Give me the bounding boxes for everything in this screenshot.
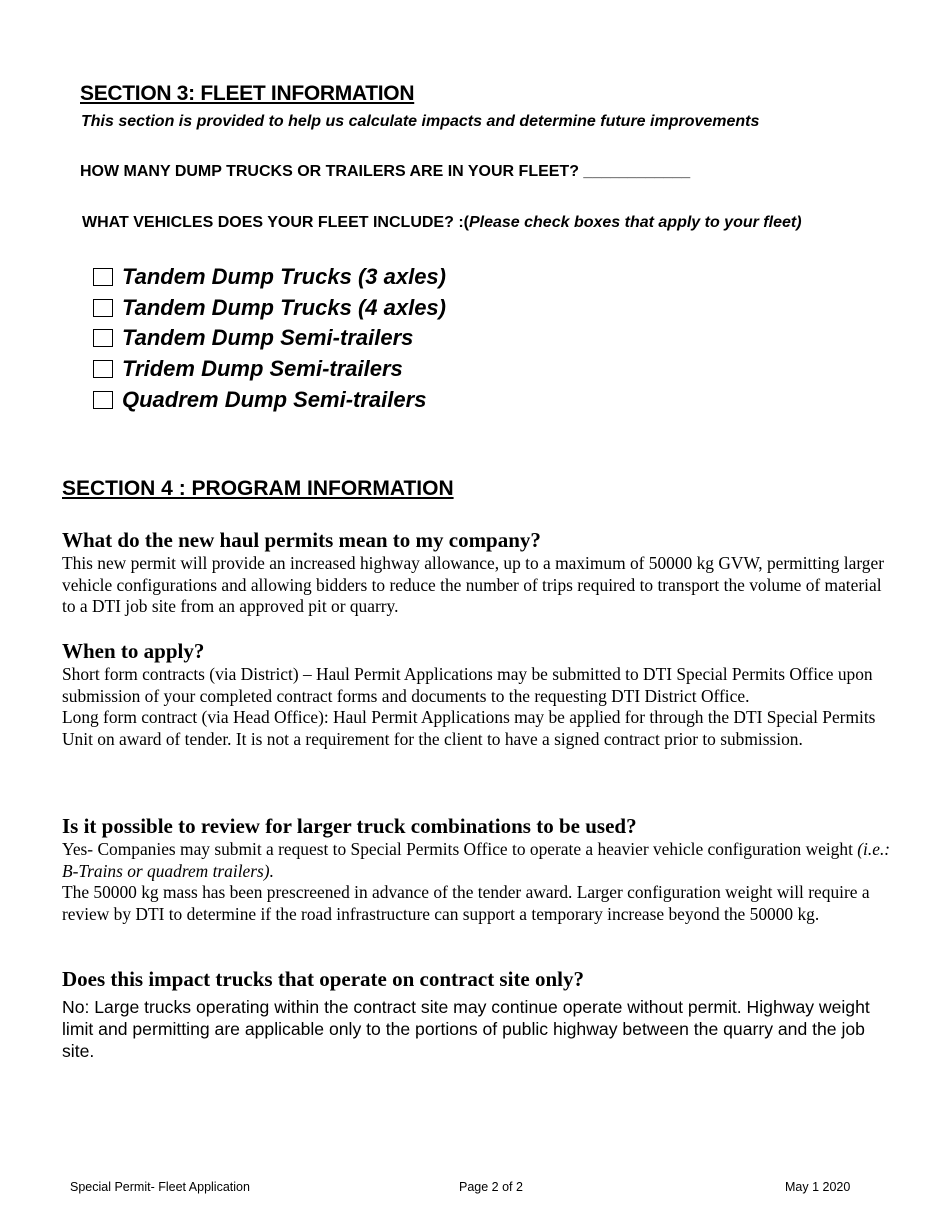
vehicle-option: [93, 262, 446, 293]
vehicle-option: [93, 384, 446, 415]
vehicle-checkbox[interactable]: [93, 329, 113, 347]
footer-document-title: Special Permit- Fleet Application: [70, 1180, 250, 1194]
vehicle-checkbox[interactable]: [93, 299, 113, 317]
faq-permits-meaning: [62, 527, 892, 618]
faq-heading: When to apply?: [62, 639, 205, 663]
faq-contract-site: [62, 966, 892, 1062]
vehicle-option: [93, 354, 446, 385]
vehicle-checklist: [93, 262, 446, 415]
faq-heading: Does this impact trucks that operate on contract site only?: [62, 967, 585, 991]
footer-date: May 1 2020: [785, 1180, 851, 1194]
faq-body-text: Yes- Companies may submit a request to Special Permits Office to operate a heavier vehicle configuration weight: [62, 839, 858, 859]
vehicle-option-label: Tandem Dump Semi-trailers: [122, 325, 414, 351]
vehicle-checkbox[interactable]: [93, 360, 113, 378]
faq-larger-combinations: [62, 813, 892, 926]
faq-body: The 50000 kg mass has been prescreened in advance of the tender award. Larger configuration weight will require a review by DTI to determine if the road infrastructure can support a temporary increase beyond the 50000 kg.: [62, 882, 870, 925]
faq-body: This new permit will provide an increased highway allowance, up to a maximum of 50000 kg GVW, permitting larger vehicle configurations and allowing bidders to reduce the number of trips required to transport the volume of material to a DTI job site from an approved pit or quarry.: [62, 553, 884, 617]
faq-body: Short form contracts (via District) – Haul Permit Applications may be submitted to DTI Special Permits Office upon submission of your completed contract forms and documents to the requesting DTI District Office.: [62, 664, 873, 706]
faq-when-to-apply: [62, 638, 892, 751]
faq-body-example: (i.e.: B-Trains or quadrem trailers).: [62, 839, 891, 881]
vehicle-checkbox[interactable]: [93, 268, 113, 286]
faq-body: No: Large trucks operating within the contract site may continue operate without permit. Highway weight limit and permitting are applicable only to the portions of public highway between the quarry and the job site.: [62, 997, 870, 1061]
faq-heading: What do the new haul permits mean to my company?: [62, 528, 541, 552]
faq-body: [62, 839, 892, 882]
fleet-vehicles-question-text: WHAT VEHICLES DOES YOUR FLEET INCLUDE? :(: [82, 214, 469, 231]
footer-page-number: Page 2 of 2: [459, 1180, 523, 1194]
faq-body: Long form contract (via Head Office): Haul Permit Applications may be applied for through the DTI Special Permits Unit on award of tender. It is not a requirement for the client to have a signed contract prior to submission.: [62, 707, 876, 750]
fleet-count-question: HOW MANY DUMP TRUCKS OR TRAILERS ARE IN YOUR FLEET? ____________: [80, 163, 691, 180]
fleet-vehicles-question: [82, 214, 802, 232]
faq-heading: Is it possible to review for larger truck combinations to be used?: [62, 814, 637, 838]
vehicle-option-label: Quadrem Dump Semi-trailers: [122, 386, 427, 412]
vehicle-option: [93, 293, 446, 324]
vehicle-option: [93, 323, 446, 354]
vehicle-option-label: Tandem Dump Trucks (4 axles): [122, 294, 446, 320]
section-4-heading: SECTION 4 : PROGRAM INFORMATION: [62, 477, 454, 500]
vehicle-option-label: Tandem Dump Trucks (3 axles): [122, 264, 446, 290]
vehicle-checkbox[interactable]: [93, 391, 113, 409]
section-3-heading: SECTION 3: FLEET INFORMATION: [80, 82, 415, 105]
fleet-vehicles-question-hint: Please check boxes that apply to your fleet): [468, 214, 802, 231]
section-3-subtitle: This section is provided to help us calculate impacts and determine future improvements: [81, 113, 760, 130]
vehicle-option-label: Tridem Dump Semi-trailers: [122, 356, 403, 382]
